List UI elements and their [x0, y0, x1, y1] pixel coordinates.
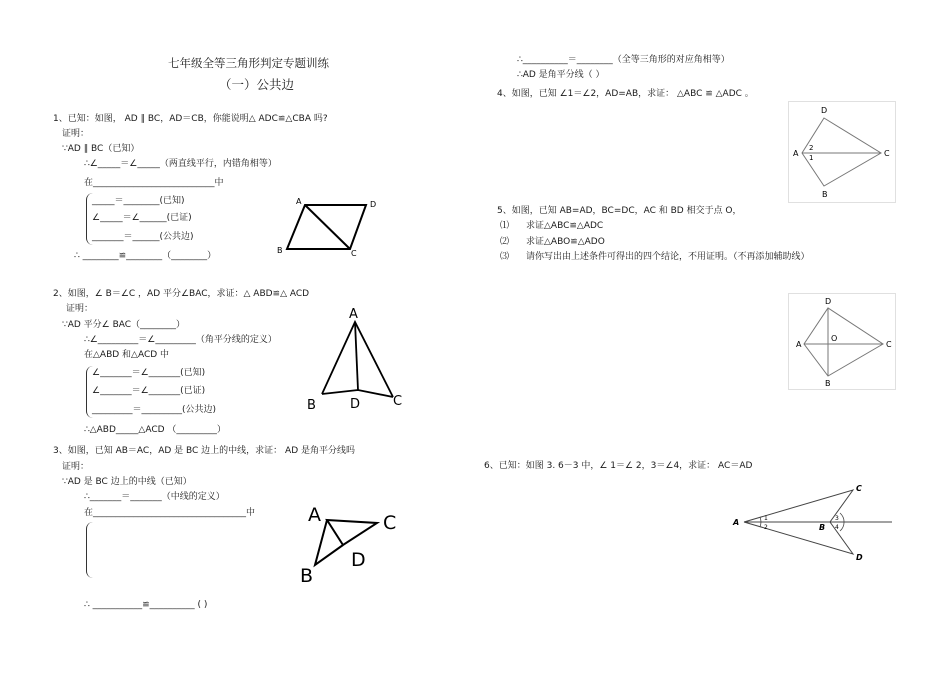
- label-a: A: [296, 197, 302, 206]
- label-d: D: [351, 549, 366, 571]
- problem-1-proof-label: 证明：: [62, 129, 90, 139]
- right-continuation-line-2: ∴AD 是角平分线（ ）: [517, 70, 605, 80]
- arc-angle-1: [760, 517, 761, 522]
- problem-5-item-3: 请你写出由上述条件可得出的四个结论，不用证明。（不再添加辅助线）: [526, 252, 810, 262]
- problem-2-proof-label: 证明：: [66, 304, 94, 314]
- problem-2-brace-line-1: ∠_______＝∠_______(已知): [92, 368, 206, 378]
- problem-2-brace-line-2: ∠_______＝∠_______(已证): [92, 386, 206, 396]
- problem-4-question: 4、如图，已知 ∠1＝∠2，AD=AB，求证： △ABC ≌ △ADC 。: [497, 89, 754, 99]
- label-b: B: [300, 565, 314, 587]
- problem-1-conclusion: ∴ ________≌________（________）: [74, 251, 217, 261]
- label-angle-4: 4: [835, 524, 839, 531]
- problem-1-question: 1、已知：如图， AD ∥ BC，AD＝CB，你能说明△ ADC≌△CBA 吗?: [53, 114, 328, 124]
- problem-3-brace: [86, 522, 93, 578]
- label-c: C: [351, 249, 357, 257]
- label-a: A: [793, 149, 799, 158]
- label-b: B: [825, 379, 831, 388]
- problem-5-item-2-num: ⑵: [500, 237, 510, 247]
- bisector-ad: [355, 322, 358, 390]
- label-c: C: [383, 512, 397, 534]
- problem-1-line-3: 在___________________________中: [84, 178, 224, 188]
- problem-1-brace-line-1: _____＝________(已知): [92, 196, 185, 206]
- problem-2-brace-line-3: _________＝_________(公共边): [92, 405, 217, 415]
- problem-1-brace-line-3: _______＝______(公共边): [92, 232, 194, 242]
- page-title: 七年级全等三角形判定专题训练: [168, 56, 329, 70]
- problem-2-conclusion: ∴△ABD_____△ACD （_________）: [84, 425, 226, 435]
- problem-3-proof-label: 证明：: [62, 462, 90, 472]
- problem-5-figure: [788, 293, 896, 390]
- label-d: D: [821, 106, 828, 115]
- upper-triangle: [327, 520, 377, 545]
- label-d: D: [825, 297, 832, 306]
- kite-abcd: [804, 308, 883, 376]
- label-angle-1: 1: [764, 515, 768, 522]
- label-c: C: [886, 340, 892, 349]
- kite-abcd: [802, 118, 881, 186]
- label-a: A: [349, 307, 358, 322]
- problem-5-question: 5、如图，已知 AB=AD，BC=DC，AC 和 BD 相交于点 O，: [497, 206, 742, 216]
- label-o: O: [831, 334, 838, 343]
- problem-3-figure: [295, 500, 410, 590]
- label-a: A: [796, 340, 802, 349]
- problem-2-line-2: ∴∠_________＝∠_________（角平分线的定义）: [84, 335, 277, 345]
- label-b: B: [822, 190, 828, 199]
- problem-1-brace-line-2: ∠_____＝∠______(已证): [92, 213, 192, 223]
- label-angle-2: 2: [764, 524, 768, 531]
- label-b: B: [819, 523, 826, 532]
- problem-2-question: 2、如图，∠ B＝∠C ，AD 平分∠BAC，求证：△ ABD≌△ ACD: [53, 289, 310, 299]
- label-angle-2: 2: [809, 144, 814, 152]
- problem-5-item-3-num: ⑶: [500, 252, 510, 262]
- problem-6-question: 6、已知：如图 3. 6－3 中，∠ 1＝∠ 2，3＝∠4，求证： AC＝AD: [484, 461, 753, 471]
- label-angle-3: 3: [835, 515, 839, 522]
- problem-3-line-2: ∴_______＝_______（中线的定义）: [84, 492, 225, 502]
- label-c: C: [884, 149, 890, 158]
- label-d: D: [370, 200, 377, 209]
- label-angle-1: 1: [809, 154, 814, 162]
- problem-2-figure: [300, 302, 410, 412]
- label-b: B: [277, 246, 283, 255]
- problem-5-item-2: 求证△ABO≌△ADO: [526, 237, 605, 247]
- problem-1-figure: [270, 192, 385, 257]
- problem-2-line-3: 在△ABD 和△ACD 中: [84, 350, 170, 360]
- problem-4-figure: [788, 101, 896, 203]
- diagonal-ac: [305, 205, 350, 249]
- problem-1-line-1: ∵AD ∥ BC（已知）: [62, 144, 140, 154]
- label-a: A: [733, 518, 740, 527]
- problem-1-line-2: ∴∠_____＝∠_____（两直线平行，内错角相等）: [84, 159, 277, 169]
- right-continuation-line-1: ∴__________＝________（全等三角形的对应角相等）: [517, 55, 730, 65]
- problem-3-line-3: 在__________________________________中: [84, 508, 256, 518]
- problem-3-conclusion: ∴ ___________≌__________ ( ): [84, 600, 208, 610]
- problem-3-line-1: ∵AD 是 BC 边上的中线（已知）: [62, 477, 192, 487]
- page-subtitle: （一）公共边: [219, 77, 295, 92]
- label-b: B: [307, 398, 316, 412]
- problem-5-item-1-num: ⑴: [500, 221, 510, 231]
- segments-bd-dc: [322, 390, 393, 397]
- label-d: D: [856, 553, 863, 562]
- label-c: C: [856, 484, 862, 493]
- label-c: C: [393, 394, 403, 409]
- problem-3-question: 3、如图，已知 AB＝AC，AD 是 BC 边上的中线，求证： AD 是角平分线吗: [53, 446, 355, 456]
- problem-2-line-1: ∵AD 平分∠ BAC（________）: [62, 320, 186, 330]
- arc-angle-2: [760, 522, 761, 527]
- label-d: D: [350, 397, 361, 412]
- problem-5-item-1: 求证△ABC≌△ADC: [526, 221, 604, 231]
- lower-sides: [315, 520, 343, 565]
- label-a: A: [308, 504, 321, 526]
- problem-6-figure: [730, 480, 900, 562]
